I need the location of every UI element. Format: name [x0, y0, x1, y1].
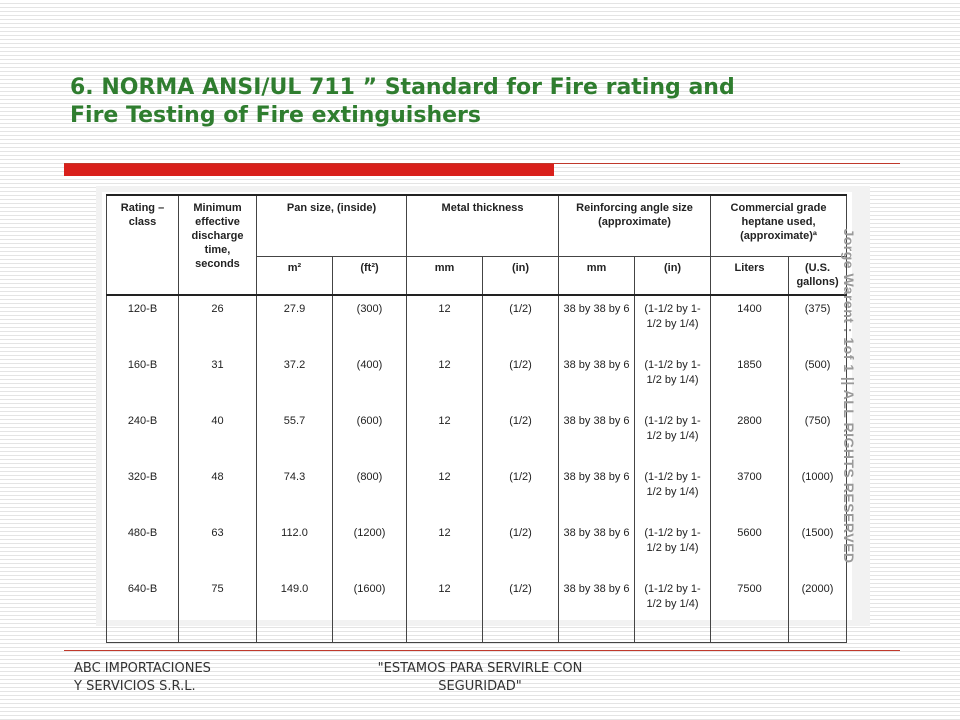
cell-rating: 320-B [107, 466, 179, 522]
table-row [107, 410, 847, 466]
fire-rating-table [106, 194, 847, 643]
footer-divider-line [64, 650, 900, 651]
cell-pan-m2: 112.0 [257, 522, 333, 578]
cell-liters: 7500 [711, 578, 789, 643]
cell-metal-in: (1/2) [483, 578, 559, 643]
cell-reinf-in: (1-1/2 by 1-1/2 by 1/4) [635, 466, 711, 522]
subheader-metal-mm: mm [407, 257, 483, 296]
cell-reinf-in: (1-1/2 by 1-1/2 by 1/4) [635, 522, 711, 578]
cell-metal-mm: 12 [407, 466, 483, 522]
cell-metal-in: (1/2) [483, 466, 559, 522]
cell-gallons: (1500) [789, 522, 847, 578]
cell-pan-ft2: (1600) [333, 578, 407, 643]
table-image-frame [96, 186, 870, 626]
cell-metal-mm: 12 [407, 410, 483, 466]
cell-liters: 1400 [711, 295, 789, 354]
cell-reinf-mm: 38 by 38 by 6 [559, 410, 635, 466]
cell-metal-mm: 12 [407, 522, 483, 578]
header-rating-class: Rating – class [107, 195, 179, 295]
cell-reinf-in: (1-1/2 by 1-1/2 by 1/4) [635, 578, 711, 643]
cell-rating: 120-B [107, 295, 179, 354]
table-image-area [102, 192, 852, 620]
cell-rating: 640-B [107, 578, 179, 643]
table-row [107, 295, 847, 354]
subheader-metal-in: (in) [483, 257, 559, 296]
cell-liters: 1850 [711, 354, 789, 410]
cell-pan-m2: 55.7 [257, 410, 333, 466]
footer-slogan [330, 660, 630, 696]
cell-metal-mm: 12 [407, 578, 483, 643]
subheader-pan-m2: m² [257, 257, 333, 296]
cell-liters: 2800 [711, 410, 789, 466]
subheader-reinf-in: (in) [635, 257, 711, 296]
cell-reinf-in: (1-1/2 by 1-1/2 by 1/4) [635, 295, 711, 354]
cell-reinf-mm: 38 by 38 by 6 [559, 466, 635, 522]
header-heptane: Commercial grade heptane used, (approximate)ª [711, 195, 847, 257]
cell-metal-mm: 12 [407, 295, 483, 354]
cell-liters: 3700 [711, 466, 789, 522]
cell-gallons: (375) [789, 295, 847, 354]
subheader-heptane-gallons: (U.S. gallons) [789, 257, 847, 296]
header-pan-size: Pan size, (inside) [257, 195, 407, 257]
cell-pan-ft2: (1200) [333, 522, 407, 578]
cell-time: 75 [179, 578, 257, 643]
cell-time: 63 [179, 522, 257, 578]
cell-gallons: (2000) [789, 578, 847, 643]
cell-metal-mm: 12 [407, 354, 483, 410]
footer-company-line-2: Y SERVICIOS S.R.L. [74, 679, 196, 694]
table-row [107, 578, 847, 643]
cell-pan-m2: 149.0 [257, 578, 333, 643]
cell-rating: 160-B [107, 354, 179, 410]
cell-gallons: (1000) [789, 466, 847, 522]
cell-metal-in: (1/2) [483, 410, 559, 466]
cell-pan-ft2: (400) [333, 354, 407, 410]
cell-pan-ft2: (800) [333, 466, 407, 522]
cell-reinf-mm: 38 by 38 by 6 [559, 354, 635, 410]
cell-time: 40 [179, 410, 257, 466]
footer-slogan-line-2: SEGURIDAD" [438, 679, 522, 694]
table-row [107, 466, 847, 522]
cell-pan-ft2: (300) [333, 295, 407, 354]
slide-title [70, 74, 890, 130]
slide-title-line-1: 6. NORMA ANSI/UL 711 ” Standard for Fire rating and [70, 75, 735, 100]
footer-slogan-line-1: "ESTAMOS PARA SERVIRLE CON [377, 661, 583, 676]
footer-company-line-1: ABC IMPORTACIONES [74, 661, 211, 676]
cell-time: 48 [179, 466, 257, 522]
table-header-row [107, 195, 847, 257]
footer-company [74, 660, 304, 696]
table-row [107, 522, 847, 578]
cell-reinf-mm: 38 by 38 by 6 [559, 578, 635, 643]
cell-reinf-in: (1-1/2 by 1-1/2 by 1/4) [635, 354, 711, 410]
header-min-discharge: Minimum effective discharge time, seconds [179, 195, 257, 295]
cell-pan-ft2: (600) [333, 410, 407, 466]
cell-reinf-in: (1-1/2 by 1-1/2 by 1/4) [635, 410, 711, 466]
cell-pan-m2: 37.2 [257, 354, 333, 410]
watermark-text: Jorge Warent : 1of 1 || ALL RIGHTS RESERVED [841, 228, 857, 564]
slide-title-line-2: Fire Testing of Fire extinguishers [70, 103, 481, 128]
subheader-heptane-liters: Liters [711, 257, 789, 296]
cell-metal-in: (1/2) [483, 522, 559, 578]
header-reinforcing: Reinforcing angle size (approximate) [559, 195, 711, 257]
cell-time: 26 [179, 295, 257, 354]
table-row [107, 354, 847, 410]
cell-rating: 480-B [107, 522, 179, 578]
cell-reinf-mm: 38 by 38 by 6 [559, 295, 635, 354]
title-accent-bar [64, 164, 554, 176]
cell-metal-in: (1/2) [483, 354, 559, 410]
cell-gallons: (750) [789, 410, 847, 466]
cell-rating: 240-B [107, 410, 179, 466]
cell-reinf-mm: 38 by 38 by 6 [559, 522, 635, 578]
subheader-reinf-mm: mm [559, 257, 635, 296]
cell-pan-m2: 74.3 [257, 466, 333, 522]
subheader-pan-ft2: (ft²) [333, 257, 407, 296]
cell-time: 31 [179, 354, 257, 410]
cell-metal-in: (1/2) [483, 295, 559, 354]
cell-gallons: (500) [789, 354, 847, 410]
copyright-watermark [834, 218, 864, 574]
header-metal-thickness: Metal thickness [407, 195, 559, 257]
cell-pan-m2: 27.9 [257, 295, 333, 354]
cell-liters: 5600 [711, 522, 789, 578]
